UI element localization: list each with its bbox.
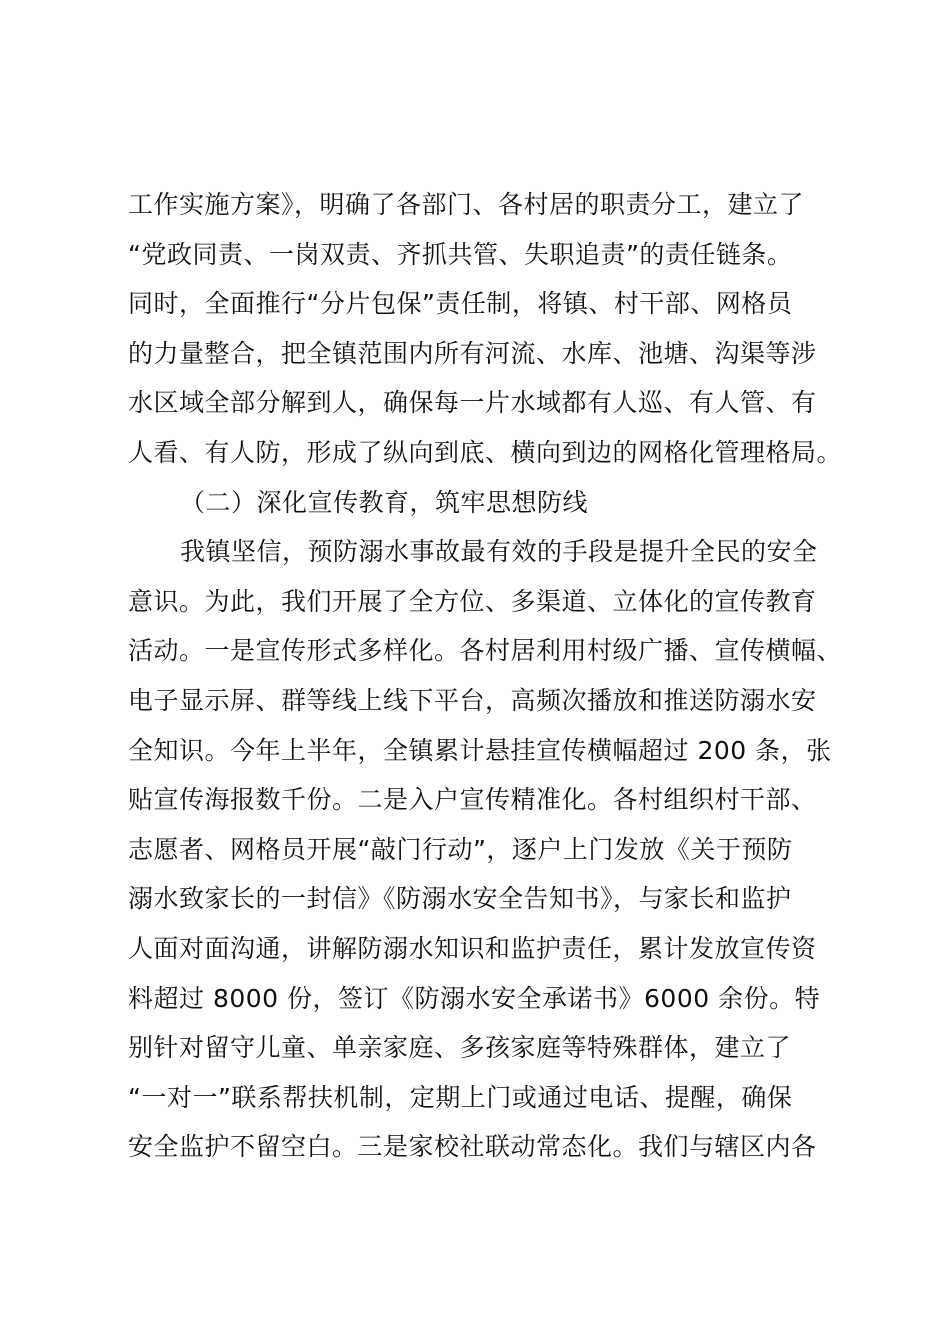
paragraph-line: 安全监护不留空白。三是家校社联动常态化。我们与辖区内各 [128, 1132, 817, 1162]
paragraph-line: 别针对留守儿童、单亲家庭、多孩家庭等特殊群体，建立了 [128, 1033, 792, 1063]
paragraph-line: 溺水致家长的一封信》《防溺水安全告知书》，与家长和监护 [128, 884, 792, 914]
paragraph-line: 水区域全部分解到人，确保每一片水域都有人巡、有人管、有 [128, 388, 817, 418]
paragraph-line: “党政同责、一岗双责、齐抓共管、失职追责”的责任链条。 [128, 239, 793, 269]
paragraph-line: 同时，全面推行“分片包保”责任制，将镇、村干部、网格员 [128, 289, 793, 319]
paragraph-line: 意识。为此，我们开展了全方位、多渠道、立体化的宣传教育 [128, 586, 817, 616]
paragraph-line: 活动。一是宣传形式多样化。各村居利用村级广播、宣传横幅、 [128, 636, 843, 666]
paragraph-line: 料超过 8000 份，签订《防溺水安全承诺书》6000 余份。特 [128, 983, 821, 1013]
paragraph-line: 人面对面沟通，讲解防溺水知识和监护责任，累计发放宣传资 [128, 933, 817, 963]
paragraph-line: “一对一”联系帮扶机制，定期上门或通过电话、提醒，确保 [128, 1082, 793, 1112]
paragraph-line: 的力量整合，把全镇范围内所有河流、水库、池塘、沟渠等涉 [128, 338, 817, 368]
paragraph-line: 人看、有人防，形成了纵向到底、横向到边的网格化管理格局。 [128, 437, 843, 467]
paragraph-line: 我镇坚信，预防溺水事故最有效的手段是提升全民的安全 [180, 537, 818, 567]
paragraph-line: 志愿者、网格员开展“敲门行动”，逐户上门发放《关于预防 [128, 834, 793, 864]
paragraph-line: 全知识。今年上半年，全镇累计悬挂宣传横幅超过 200 条，张 [128, 735, 832, 765]
paragraph-line: 贴宣传海报数千份。二是入户宣传精准化。各村组织村干部、 [128, 785, 817, 815]
paragraph-line: 工作实施方案》，明确了各部门、各村居的职责分工，建立了 [128, 190, 805, 219]
section-heading: （二）深化宣传教育，筑牢思想防线 [180, 487, 589, 517]
body-text [128, 180, 843, 1172]
paragraph-line: 电子显示屏、群等线上线下平台，高频次播放和推送防溺水安 [128, 685, 817, 715]
